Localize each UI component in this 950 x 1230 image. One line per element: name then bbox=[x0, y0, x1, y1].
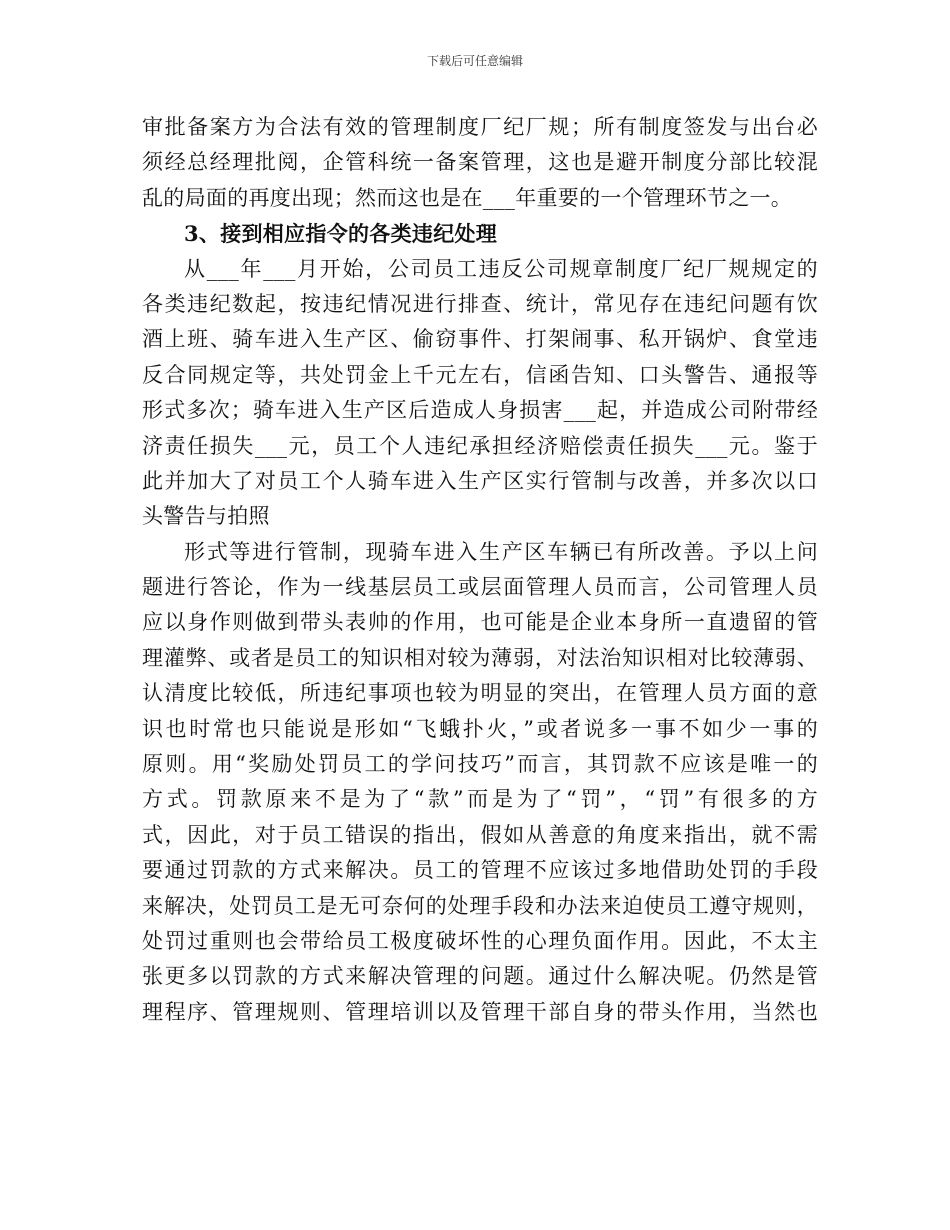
text-line: 头警告与拍照 bbox=[142, 504, 270, 529]
text-line: 要通过罚款的方式来解决。员工的管理不应该过多地借助处罚的手段 bbox=[142, 858, 818, 883]
text-line: 形式多次；骑车进入生产区后造成人身损害___起，并造成公司附带经 bbox=[142, 398, 818, 423]
text-line: 来解决，处罚员工是无可奈何的处理手段和办法来迫使员工遵守规则， bbox=[142, 893, 818, 918]
text-line: 济责任损失___元，员工个人违纪承担经济赔偿责任损失___元。鉴于 bbox=[142, 433, 818, 458]
text-line: 题进行答论，作为一线基层员工或层面管理人员而言，公司管理人员 bbox=[142, 575, 818, 600]
text-line: 式，因此，对于员工错误的指出，假如从善意的角度来指出，就不需 bbox=[142, 822, 818, 847]
section-heading: 3、接到相应指令的各类违纪处理 bbox=[184, 221, 498, 247]
text-line: 须经总经理批阅，企管科统一备案管理，这也是避开制度分部比较混 bbox=[142, 150, 818, 175]
text-line: 原则。用“奖励处罚员工的学问技巧”而言，其罚款不应该是唯一的 bbox=[142, 752, 818, 777]
text-line: 酒上班、骑车进入生产区、偷窃事件、打架闹事、私开锅炉、食堂违 bbox=[142, 327, 818, 352]
text-line: 方式。罚款原来不是为了“款”而是为了“罚”，“罚”有很多的方 bbox=[142, 787, 818, 812]
text-line: 此并加大了对员工个人骑车进入生产区实行管制与改善，并多次以口 bbox=[142, 468, 818, 493]
text-line: 各类违纪数起，按违纪情况进行排查、统计，常见存在违纪问题有饮 bbox=[142, 291, 818, 316]
text-line: 理程序、管理规则、管理培训以及管理干部自身的带头作用，当然也 bbox=[142, 999, 818, 1024]
page-header: 下载后可任意编辑 bbox=[426, 54, 523, 68]
paragraph-first-line: 形式等进行管制，现骑车进入生产区车辆已有所改善。予以上问 bbox=[184, 539, 818, 564]
paragraph-first-line: 从___年___月开始，公司员工违反公司规章制度厂纪厂规规定的 bbox=[184, 256, 818, 281]
text-line: 应以身作则做到带头表帅的作用，也可能是企业本身所一直遗留的管 bbox=[142, 610, 818, 635]
text-line: 理灌弊、或者是员工的知识相对较为薄弱，对法治知识相对比较薄弱、 bbox=[142, 645, 818, 670]
text-line: 张更多以罚款的方式来解决管理的问题。通过什么解决呢。仍然是管 bbox=[142, 964, 818, 989]
text-line: 审批备案方为合法有效的管理制度厂纪厂规；所有制度签发与出台必 bbox=[142, 115, 818, 139]
text-line: 反合同规定等，共处罚金上千元左右，信函告知、口头警告、通报等 bbox=[142, 362, 818, 387]
document-body bbox=[142, 110, 818, 1030]
text-line: 认清度比较低，所违纪事项也较为明显的突出，在管理人员方面的意 bbox=[142, 681, 818, 706]
text-line: 识也时常也只能说是形如“飞蛾扑火，”或者说多一事不如少一事的 bbox=[142, 716, 818, 741]
text-line: 乱的局面的再度出现；然而这也是在___年重要的一个管理环节之一。 bbox=[142, 185, 793, 210]
text-line: 处罚过重则也会带给员工极度破坏性的心理负面作用。因此，不太主 bbox=[142, 928, 818, 953]
